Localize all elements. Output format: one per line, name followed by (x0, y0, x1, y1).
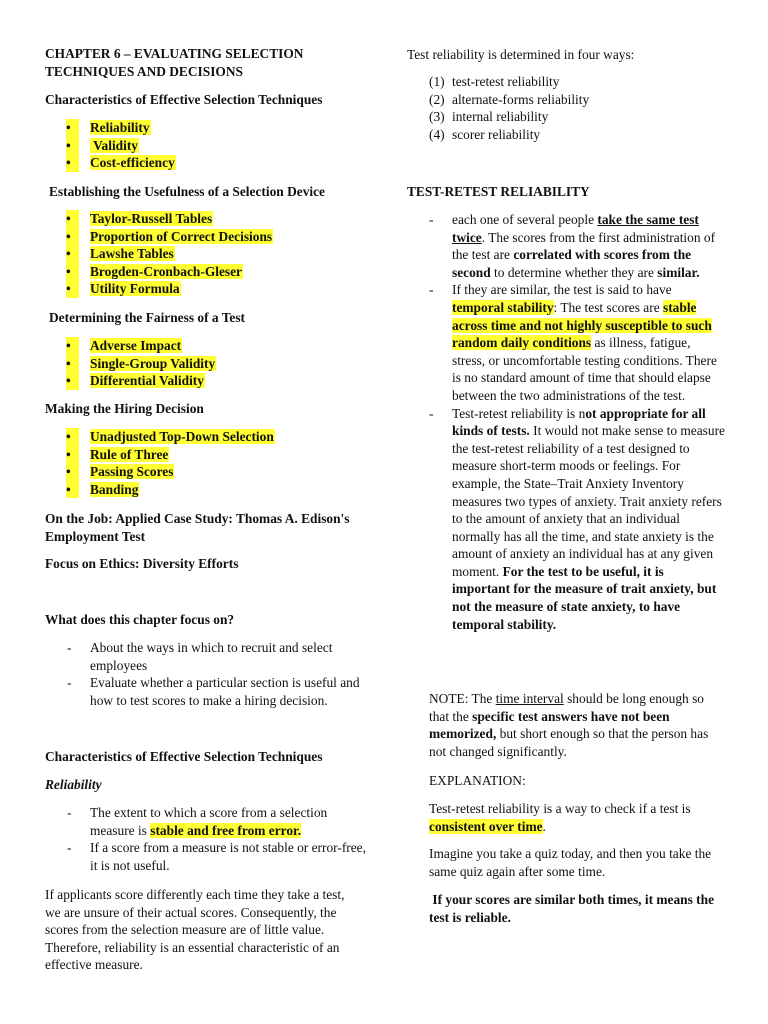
bullet-icon: • (66, 245, 79, 263)
test-retest-heading: TEST-RETEST RELIABILITY (407, 184, 590, 199)
list-item: • Unadjusted Top-Down Selection (66, 429, 274, 444)
list-item: • Utility Formula (66, 281, 180, 297)
bullet-icon: • (66, 154, 79, 172)
list-item: (1) test-retest reliability (429, 74, 560, 89)
case-study-heading: On the Job: Applied Case Study: Thomas A. Edison's Employment Test (45, 511, 350, 544)
explanation-paragraph-3: If your scores are similar both times, it means the test is reliable. (429, 892, 718, 925)
bullet-icon: • (66, 481, 79, 499)
list-item: (3) internal reliability (429, 109, 549, 125)
bullet-icon: • (66, 210, 79, 228)
explanation-label: EXPLANATION: (429, 773, 526, 788)
characteristics-list (45, 119, 176, 172)
list-item: • Brogden-Cronbach-Gleser (66, 263, 243, 279)
characteristics-heading-2: Characteristics of Effective Selection Techniques (45, 749, 323, 764)
bullet-icon: • (66, 463, 79, 481)
dash-icon: - (67, 805, 72, 820)
bullet-icon: • (66, 280, 79, 298)
chapter-title (45, 45, 370, 80)
reliability-paragraph: If applicants score differently each time they take a test, we are unsure of their actual scores. Consequently, the scores from the selection measure are of little value. Therefore, reliability is an essential characteristic of an effective measure. (45, 887, 345, 973)
list-item: • Single-Group Validity (66, 355, 216, 371)
list-item: • Adverse Impact (66, 338, 182, 353)
list-item: • Proportion of Correct Decisions (66, 228, 273, 244)
list-item: - The extent to which a score from a selection measure is stable and free from error. (67, 805, 328, 838)
bullet-icon: • (66, 446, 79, 464)
list-item: • Differential Validity (66, 373, 204, 389)
bullet-icon: • (66, 337, 79, 355)
bullet-icon: • (66, 228, 79, 246)
bullet-icon: • (66, 137, 79, 155)
list-item: • Lawshe Tables (66, 246, 174, 262)
focus-list (45, 639, 370, 709)
note-paragraph: NOTE: The time interval should be long enough so that the specific test answers have not been memorized, but short enough so that the person has not changed significantly. (429, 691, 709, 759)
list-item: (2) alternate-forms reliability (429, 91, 590, 107)
list-item: • Reliability (66, 120, 150, 135)
focus-question: What does this chapter focus on? (45, 612, 235, 627)
reliability-intro: Test reliability is determined in four ways: (407, 47, 635, 62)
chapter-title-line2: TECHNIQUES AND DECISIONS (45, 63, 243, 79)
ethics-heading: Focus on Ethics: Diversity Efforts (45, 556, 239, 571)
hiring-heading: Making the Hiring Decision (45, 401, 204, 416)
list-item: • Cost-efficiency (66, 155, 175, 171)
bullet-icon: • (66, 119, 79, 137)
fairness-list (45, 337, 216, 390)
bullet-icon: • (66, 428, 79, 446)
reliability-label: Reliability (45, 777, 102, 792)
bullet-icon: • (66, 263, 79, 281)
hiring-list (45, 428, 275, 498)
dash-icon: - (429, 405, 434, 421)
list-item: - Test-retest reliability is not appropriate for all kinds of tests. It would not make sense to measure the test-retest reliability of a test designed to measure short-term moods or feelings. For example, the State–Trait Anxiety Inventory measures two types of anxiety. Trait anxiety refers to the amount of anxiety that an individual normally has all the time, and state anxiety is the amount of anxiety an individual has at any given moment. For the test to be useful, it is important for the measure of trait anxiety, but not the measure of state anxiety, to have temporal stability. (429, 405, 725, 632)
list-item: • Passing Scores (66, 464, 174, 480)
explanation-paragraph-2: Imagine you take a quiz today, and then you take the same quiz again after some time. (429, 846, 712, 879)
list-item: • Validity (66, 137, 139, 153)
characteristics-heading: Characteristics of Effective Selection Techniques (45, 92, 323, 107)
dash-icon: - (429, 212, 434, 227)
bullet-icon: • (66, 372, 79, 390)
bullet-icon: • (66, 355, 79, 373)
list-item: - About the ways in which to recruit and select employees (67, 640, 333, 673)
dash-icon: - (67, 640, 72, 655)
list-item: - If they are similar, the test is said to have temporal stability: The test scores are stable across time and not highly susceptible to such random daily conditions as illness, fatigue, stress, or uncomfortable testing conditions. There is no standard amount of time that should elapse between the two administrations of the test. (429, 282, 717, 403)
explanation-paragraph-1: Test-retest reliability is a way to check if a test is consistent over time. (429, 801, 691, 834)
test-retest-list (407, 211, 725, 633)
list-item: • Banding (66, 481, 139, 497)
dash-icon: - (67, 840, 72, 856)
reliability-ways-list (407, 73, 589, 143)
list-item: - each one of several people take the same test twice. The scores from the first administration of the test are correlated with scores from the second to determine whether they are similar. (429, 212, 716, 280)
list-item: (4) scorer reliability (429, 126, 541, 142)
list-item: - Evaluate whether a particular section is useful and how to test scores to make a hiring decision. (67, 675, 360, 708)
list-item: • Rule of Three (66, 446, 169, 462)
dash-icon: - (67, 675, 72, 691)
list-item: - If a score from a measure is not stable or error-free, it is not useful. (67, 840, 366, 873)
chapter-title-line1: CHAPTER 6 – EVALUATING SELECTION (45, 46, 304, 61)
reliability-list (45, 804, 370, 874)
fairness-heading: Determining the Fairness of a Test (49, 310, 246, 325)
usefulness-list (45, 210, 273, 298)
usefulness-heading: Establishing the Usefulness of a Selection Device (49, 184, 325, 199)
list-item: • Taylor-Russell Tables (66, 211, 213, 226)
dash-icon: - (429, 282, 434, 298)
